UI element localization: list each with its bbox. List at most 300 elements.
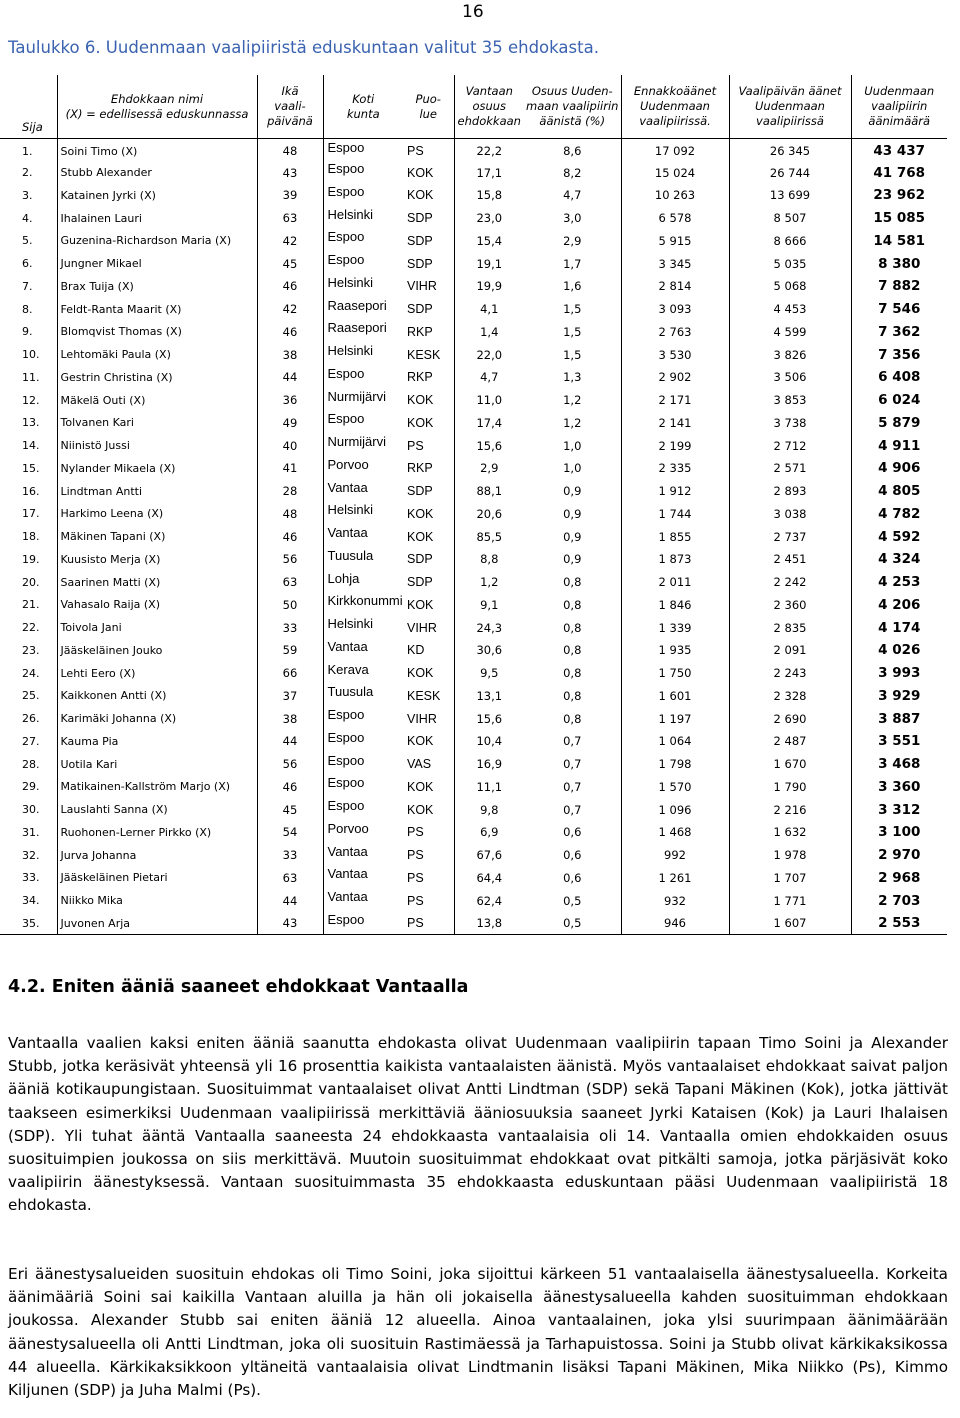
- cell-day-votes: 8 507: [729, 207, 851, 230]
- cell-town: Espoo: [327, 229, 365, 245]
- cell-town: Espoo: [323, 908, 403, 931]
- cell-name: Kaikkonen Antti (X): [57, 685, 257, 708]
- cell-pct: 1,3: [524, 366, 621, 389]
- cell-age: 44: [257, 366, 323, 389]
- cell-party: KOK: [403, 389, 454, 412]
- cell-town: Nurmijärvi: [327, 388, 386, 404]
- cell-day-votes: 3 038: [729, 503, 851, 526]
- cell-party: KOK: [403, 662, 454, 685]
- table-row: [0, 434, 947, 457]
- cell-advance-votes: 3 530: [621, 343, 729, 366]
- table-row: [0, 230, 947, 253]
- cell-name: Lehti Eero (X): [57, 662, 257, 685]
- cell-party: KOK: [403, 184, 454, 207]
- cell-party: SDP: [403, 298, 454, 321]
- cell-total-votes: 4 324: [878, 551, 921, 568]
- cell-party: PS: [403, 844, 454, 867]
- cell-vantaa-share: 22,2: [476, 144, 503, 159]
- cell-rank: 22.: [0, 616, 57, 639]
- cell-total-votes: 4 805: [878, 483, 921, 500]
- cell-age: 63: [257, 207, 323, 230]
- cell-day-votes: 2 360: [729, 594, 851, 617]
- cell-age: 33: [257, 616, 323, 639]
- cell-town: Vantaa: [327, 479, 368, 495]
- cell-rank: 14.: [0, 434, 57, 457]
- cell-advance-votes: 1 261: [621, 867, 729, 890]
- cell-town: Helsinki: [327, 343, 374, 359]
- cell-party: KOK: [403, 525, 454, 548]
- cell-name: Mäkinen Tapani (X): [57, 525, 257, 548]
- cell-rank: 5.: [0, 230, 57, 253]
- cell-vantaa-share: 17,4: [476, 415, 503, 430]
- cell-party: PS: [403, 867, 454, 890]
- cell-pct: 0,7: [524, 776, 621, 799]
- cell-pct: 0,8: [524, 639, 621, 662]
- cell-town: Tuusula: [327, 547, 374, 563]
- table-row: [0, 798, 947, 821]
- cell-day-votes: 3 826: [729, 343, 851, 366]
- table-row: [0, 161, 947, 184]
- cell-town: Espoo: [327, 775, 365, 791]
- table-row: [0, 321, 947, 344]
- cell-rank: 23.: [0, 639, 57, 662]
- cell-vantaa-share: 22,0: [476, 347, 503, 362]
- cell-party: PS: [403, 139, 454, 162]
- cell-age: 56: [257, 753, 323, 776]
- header-pct-label: Osuus Uuden- maan vaalipiirin äänistä (%): [526, 84, 619, 128]
- cell-name: Jääskeläinen Jouko: [57, 639, 257, 662]
- cell-name: Toivola Jani: [57, 616, 257, 639]
- cell-pct: 0,6: [524, 867, 621, 890]
- header-pct: [524, 75, 621, 139]
- cell-advance-votes: 1 468: [621, 821, 729, 844]
- cell-pct: 1,2: [524, 412, 621, 435]
- cell-town: Helsinki: [327, 206, 374, 222]
- cell-rank: 3.: [0, 184, 57, 207]
- cell-total-votes: 7 546: [878, 301, 921, 318]
- cell-town: Porvoo: [327, 820, 369, 836]
- cell-rank: 12.: [0, 389, 57, 412]
- cell-pct: 0,8: [524, 707, 621, 730]
- cell-party: SDP: [403, 207, 454, 230]
- header-town: [323, 75, 403, 139]
- cell-pct: 1,0: [524, 434, 621, 457]
- header-advance-label: Ennakkoäänet Uudenmaan vaalipiirissä.: [633, 84, 717, 128]
- cell-advance-votes: 6 578: [621, 207, 729, 230]
- cell-total-votes: 43 437: [873, 143, 926, 160]
- cell-total-votes: 41 768: [873, 164, 926, 181]
- header-total-label: Uudenmaan vaalipiirin äänimäärä: [864, 84, 935, 128]
- cell-rank: 13.: [0, 412, 57, 435]
- cell-rank: 16.: [0, 480, 57, 503]
- cell-day-votes: 4 453: [729, 298, 851, 321]
- cell-name: Mäkelä Outi (X): [57, 389, 257, 412]
- cell-pct: 0,8: [524, 662, 621, 685]
- cell-advance-votes: 2 902: [621, 366, 729, 389]
- cell-vantaa-share: 64,4: [476, 870, 503, 885]
- cell-advance-votes: 2 171: [621, 389, 729, 412]
- cell-rank: 10.: [0, 343, 57, 366]
- cell-name: Kauma Pia: [57, 730, 257, 753]
- cell-age: 49: [257, 412, 323, 435]
- cell-rank: 31.: [0, 821, 57, 844]
- cell-name: Tolvanen Kari: [57, 412, 257, 435]
- cell-name: Brax Tuija (X): [57, 275, 257, 298]
- cell-pct: 0,7: [524, 753, 621, 776]
- cell-party: VIHR: [403, 707, 454, 730]
- cell-advance-votes: 2 814: [621, 275, 729, 298]
- cell-total-votes: 14 581: [873, 232, 926, 249]
- cell-rank: 17.: [0, 503, 57, 526]
- cell-party: VAS: [403, 753, 454, 776]
- cell-pct: 1,0: [524, 457, 621, 480]
- cell-total-votes: 5 879: [878, 414, 921, 431]
- cell-day-votes: 2 451: [729, 548, 851, 571]
- cell-advance-votes: 15 024: [621, 161, 729, 184]
- cell-rank: 24.: [0, 662, 57, 685]
- cell-vantaa-share: 9,5: [480, 666, 499, 681]
- cell-age: 63: [257, 867, 323, 890]
- cell-vantaa-share: 85,5: [476, 529, 503, 544]
- cell-name: Uotila Kari: [57, 753, 257, 776]
- cell-vantaa-share: 13,8: [454, 912, 524, 935]
- cell-advance-votes: 1 798: [621, 753, 729, 776]
- body-paragraph-2: Eri äänestysalueiden suosituin ehdokas oli Timo Soini, joka sijoittui kärkeen 51 vantaalaisella äänestysalueella. Korkeita äänimääriä Soini sai kaikilla Vantaan aluilla ja hän oli jokaisella äänestysalueella kahden suosituimman ehdokkaan joukossa. Alexander Stubb sai eniten ääniä 12 alueella. Ainoa vantaalainen, joka ylsi suurimpaan äänimäärään äänestysalueella oli Antti Lindtman, joka oli suosituin Rastimäessä ja Tarhapuistossa. Soini ja Stubb olivat kärkikaksikossa 44 alueella. Kärkikaksikkoon yltäneitä vantaalaisia olivat Lindtmanin lisäksi Tapani Mäkinen, Mika Niikko (Ps), Kimmo Kiljunen (SDP) ja Juha Malmi (Ps).: [8, 1265, 948, 1400]
- cell-town: Espoo: [327, 161, 365, 177]
- cell-age: 33: [257, 844, 323, 867]
- cell-day-votes: 2 712: [729, 434, 851, 457]
- cell-advance-votes: 2 199: [621, 434, 729, 457]
- table-row: [0, 548, 947, 571]
- header-day: [729, 75, 851, 139]
- cell-total-votes: 4 174: [878, 619, 921, 636]
- cell-total-votes: 3 887: [878, 710, 921, 727]
- cell-rank: 32.: [0, 844, 57, 867]
- cell-rank: 29.: [0, 776, 57, 799]
- section-heading: 4.2. Eniten ääniä saaneet ehdokkaat Vantaalla: [8, 977, 469, 997]
- cell-vantaa-share: 13,1: [476, 688, 503, 703]
- cell-day-votes: 2 571: [729, 457, 851, 480]
- cell-day-votes: 1 632: [729, 821, 851, 844]
- cell-rank: 28.: [0, 753, 57, 776]
- cell-vantaa-share: 11,0: [476, 393, 503, 408]
- cell-vantaa-share: 9,8: [480, 802, 499, 817]
- cell-vantaa-share: 15,8: [476, 188, 503, 203]
- table-row: [0, 343, 947, 366]
- cell-total-votes: 2 968: [878, 869, 921, 886]
- cell-pct: 0,7: [524, 798, 621, 821]
- cell-advance-votes: 932: [621, 889, 729, 912]
- cell-pct: 0,9: [524, 480, 621, 503]
- cell-pct: 0,7: [524, 730, 621, 753]
- cell-vantaa-share: 88,1: [476, 484, 503, 499]
- cell-day-votes: 13 699: [729, 184, 851, 207]
- cell-name: Vahasalo Raija (X): [57, 594, 257, 617]
- cell-pct: 0,6: [524, 844, 621, 867]
- cell-name: Jurva Johanna: [57, 844, 257, 867]
- cell-day-votes: 2 091: [729, 639, 851, 662]
- cell-vantaa-share: 1,4: [480, 324, 499, 339]
- cell-town: Helsinki: [327, 616, 374, 632]
- cell-party: KOK: [403, 161, 454, 184]
- cell-advance-votes: 2 335: [621, 457, 729, 480]
- table-caption: Taulukko 6. Uudenmaan vaalipiiristä eduskuntaan valitut 35 ehdokasta.: [8, 38, 599, 57]
- cell-rank: 7.: [0, 275, 57, 298]
- cell-party: KOK: [403, 776, 454, 799]
- cell-day-votes: 3 506: [729, 366, 851, 389]
- header-vantaa-share-label: Vantaan osuus ehdokkaan: [457, 84, 521, 128]
- cell-name: Feldt-Ranta Maarit (X): [57, 298, 257, 321]
- cell-vantaa-share: 11,1: [476, 779, 503, 794]
- cell-day-votes: 1 771: [729, 889, 851, 912]
- cell-town: Espoo: [327, 798, 365, 814]
- cell-total-votes: 3 468: [878, 756, 921, 773]
- table-row: [0, 571, 947, 594]
- cell-rank: 34.: [0, 889, 57, 912]
- cell-total-votes: 3 360: [878, 778, 921, 795]
- cell-advance-votes: 946: [621, 912, 729, 935]
- cell-age: 46: [257, 275, 323, 298]
- cell-pct: 4,7: [524, 184, 621, 207]
- cell-rank: 25.: [0, 685, 57, 708]
- cell-total-votes: 8 380: [878, 255, 921, 272]
- cell-pct: 3,0: [524, 207, 621, 230]
- cell-rank: 15.: [0, 457, 57, 480]
- cell-vantaa-share: 16,9: [476, 757, 503, 772]
- cell-pct: 0,5: [524, 912, 621, 935]
- cell-total-votes: 2 703: [878, 892, 921, 909]
- cell-advance-votes: 3 093: [621, 298, 729, 321]
- cell-name: Ihalainen Lauri: [57, 207, 257, 230]
- cell-day-votes: 26 345: [729, 139, 851, 162]
- cell-age: 50: [257, 594, 323, 617]
- table-row: [0, 275, 947, 298]
- cell-vantaa-share: 8,8: [480, 552, 499, 567]
- cell-town: Espoo: [327, 183, 365, 199]
- cell-advance-votes: 1 846: [621, 594, 729, 617]
- cell-age: 48: [257, 503, 323, 526]
- cell-name: Lauslahti Sanna (X): [57, 798, 257, 821]
- table-row: [0, 707, 947, 730]
- cell-age: 46: [257, 776, 323, 799]
- cell-day-votes: 2 242: [729, 571, 851, 594]
- cell-town: Nurmijärvi: [327, 434, 386, 450]
- cell-vantaa-share: 9,1: [480, 597, 499, 612]
- cell-age: 40: [257, 434, 323, 457]
- table-header-row: [0, 75, 947, 139]
- cell-day-votes: 3 853: [729, 389, 851, 412]
- cell-pct: 0,8: [524, 616, 621, 639]
- table-row: [0, 252, 947, 275]
- table-row: [0, 753, 947, 776]
- cell-day-votes: 1 670: [729, 753, 851, 776]
- cell-advance-votes: 1 750: [621, 662, 729, 685]
- header-rank: [0, 75, 57, 139]
- cell-vantaa-share: 15,4: [476, 233, 503, 248]
- table-row: [0, 412, 947, 435]
- cell-name: Guzenina-Richardson Maria (X): [57, 230, 257, 253]
- cell-town: Vantaa: [327, 638, 368, 654]
- header-town-label: Koti kunta: [346, 91, 380, 121]
- cell-name: Juvonen Arja: [57, 912, 257, 935]
- cell-day-votes: 2 835: [729, 616, 851, 639]
- table-row: [0, 139, 947, 162]
- cell-pct: 8,6: [524, 139, 621, 162]
- body-paragraph-1: Vantaalla vaalien kaksi eniten ääniä saanutta ehdokasta olivat Uudenmaan vaalipiirin tapaan Timo Soini ja Alexander Stubb, jotka keräsivät yhteensä yli 16 prosenttia kaikista vantaalaisten äänistä. Myös vantaalaiset ehdokkaat saivat paljon ääniä kotikaupungistaan. Suosituimmat vantaalaiset olivat Antti Lindtman (SDP) sekä Tapani Mäkinen (Kok), jotka jättivät taakseen esimerkiksi Uudenmaan vaalipiirissä merkittäviä ääniosuuksia saaneet Jyrki Kataisen (Kok) ja Lauri Ihalaisen (SDP). Yli tuhat ääntä Vantaalla saaneesta 24 ehdokkaasta vantaalaisia oli 14. Vantaalla omien ehdokkaiden osuus suosituimpien joukossa on siis merkittävä. Muutoin suosituimmat ehdokkaat ovat pitkälti samoja, jotka pärjäsivät koko vaalipiirin äänestyksessä. Vantaan suosituimmasta 35 ehdokkaasta eduskuntaan pääsi Uudenmaan vaalipiiristä 18 ehdokasta.: [8, 1034, 948, 1215]
- cell-party: VIHR: [403, 616, 454, 639]
- cell-name: Jungner Mikael: [57, 252, 257, 275]
- cell-town: Helsinki: [327, 502, 374, 518]
- cell-vantaa-share: 15,6: [476, 438, 503, 453]
- cell-day-votes: 8 666: [729, 230, 851, 253]
- cell-age: 46: [257, 525, 323, 548]
- cell-party: KD: [403, 639, 454, 662]
- cell-town: Espoo: [327, 252, 365, 268]
- table-row: [0, 821, 947, 844]
- cell-party: PS: [403, 821, 454, 844]
- cell-day-votes: 2 328: [729, 685, 851, 708]
- cell-advance-votes: 2 763: [621, 321, 729, 344]
- cell-name: Harkimo Leena (X): [57, 503, 257, 526]
- cell-total-votes: 4 782: [878, 505, 921, 522]
- cell-total-votes: 3 993: [878, 665, 921, 682]
- cell-party: KOK: [403, 412, 454, 435]
- cell-name: Stubb Alexander: [57, 161, 257, 184]
- cell-pct: 8,2: [524, 161, 621, 184]
- cell-party: SDP: [403, 571, 454, 594]
- cell-total-votes: 7 356: [878, 346, 921, 363]
- cell-age: 37: [257, 685, 323, 708]
- cell-rank: 11.: [0, 366, 57, 389]
- cell-rank: 30.: [0, 798, 57, 821]
- header-age-label: Ikä vaali- päivänä: [267, 84, 313, 128]
- cell-age: 44: [257, 889, 323, 912]
- table-row: [0, 298, 947, 321]
- cell-party: SDP: [403, 252, 454, 275]
- page-number: 16: [462, 2, 484, 22]
- cell-party: KESK: [403, 343, 454, 366]
- table-row: [0, 685, 947, 708]
- table-row: [0, 662, 947, 685]
- cell-rank: 2.: [0, 161, 57, 184]
- table-row: [0, 503, 947, 526]
- header-party: [403, 75, 454, 139]
- cell-vantaa-share: 10,4: [476, 734, 503, 749]
- cell-party: PS: [403, 434, 454, 457]
- cell-day-votes: 5 068: [729, 275, 851, 298]
- cell-pct: 0,8: [524, 594, 621, 617]
- cell-total-votes: 4 592: [878, 528, 921, 545]
- cell-advance-votes: 2 141: [621, 412, 729, 435]
- cell-total-votes: 4 906: [878, 460, 921, 477]
- cell-party: VIHR: [403, 275, 454, 298]
- cell-rank: 4.: [0, 207, 57, 230]
- cell-vantaa-share: 23,0: [476, 211, 503, 226]
- table-row: [0, 366, 947, 389]
- cell-vantaa-share: 19,1: [476, 256, 503, 271]
- cell-town: Raasepori: [327, 320, 387, 336]
- cell-total-votes: 3 929: [878, 687, 921, 704]
- table-row: [0, 730, 947, 753]
- cell-day-votes: 3 738: [729, 412, 851, 435]
- cell-advance-votes: 1 601: [621, 685, 729, 708]
- cell-advance-votes: 1 873: [621, 548, 729, 571]
- cell-party: RKP: [403, 366, 454, 389]
- cell-age: 56: [257, 548, 323, 571]
- cell-day-votes: 1 790: [729, 776, 851, 799]
- cell-age: 43: [257, 161, 323, 184]
- cell-total-votes: 3 100: [878, 824, 921, 841]
- table-row: [0, 616, 947, 639]
- cell-total-votes: 4 911: [878, 437, 921, 454]
- table-row: [0, 889, 947, 912]
- cell-pct: 0,9: [524, 548, 621, 571]
- cell-name: Gestrin Christina (X): [57, 366, 257, 389]
- cell-advance-votes: 1 064: [621, 730, 729, 753]
- cell-advance-votes: 3 345: [621, 252, 729, 275]
- cell-total-votes: 3 312: [878, 801, 921, 818]
- cell-day-votes: 2 243: [729, 662, 851, 685]
- cell-total-votes: 2 553: [851, 912, 947, 935]
- results-table: [0, 75, 947, 935]
- cell-rank: 18.: [0, 525, 57, 548]
- header-party-label: Puo- lue: [415, 91, 441, 121]
- header-advance: [621, 75, 729, 139]
- cell-total-votes: 6 408: [878, 369, 921, 386]
- cell-age: 54: [257, 821, 323, 844]
- cell-town: Kerava: [327, 661, 369, 677]
- cell-town: Vantaa: [327, 889, 368, 905]
- cell-name: Blomqvist Thomas (X): [57, 321, 257, 344]
- cell-advance-votes: 1 912: [621, 480, 729, 503]
- cell-vantaa-share: 17,1: [476, 165, 503, 180]
- cell-town: Espoo: [327, 139, 365, 155]
- cell-town: Espoo: [327, 365, 365, 381]
- cell-total-votes: 23 962: [873, 187, 926, 204]
- table-row: [0, 639, 947, 662]
- cell-age: 59: [257, 639, 323, 662]
- cell-rank: 20.: [0, 571, 57, 594]
- cell-party: SDP: [403, 230, 454, 253]
- table-row: [0, 594, 947, 617]
- cell-day-votes: 2 216: [729, 798, 851, 821]
- table-row: [0, 525, 947, 548]
- cell-party: KOK: [403, 503, 454, 526]
- cell-party: KOK: [403, 594, 454, 617]
- cell-party: KOK: [403, 798, 454, 821]
- cell-advance-votes: 1 197: [621, 707, 729, 730]
- cell-rank: 19.: [0, 548, 57, 571]
- cell-pct: 1,5: [524, 298, 621, 321]
- cell-age: 45: [257, 252, 323, 275]
- cell-name: Niikko Mika: [57, 889, 257, 912]
- cell-vantaa-share: 20,6: [476, 506, 503, 521]
- cell-pct: 1,6: [524, 275, 621, 298]
- cell-advance-votes: 1 855: [621, 525, 729, 548]
- cell-advance-votes: 992: [621, 844, 729, 867]
- cell-town: Lohja: [327, 570, 360, 586]
- table-row: [0, 844, 947, 867]
- cell-advance-votes: 1 570: [621, 776, 729, 799]
- cell-day-votes: 26 744: [729, 161, 851, 184]
- cell-name: Nylander Mikaela (X): [57, 457, 257, 480]
- cell-total-votes: 7 362: [878, 323, 921, 340]
- cell-rank: 35.: [0, 912, 57, 935]
- cell-town: Espoo: [327, 411, 365, 427]
- cell-advance-votes: 1 744: [621, 503, 729, 526]
- cell-age: 42: [257, 230, 323, 253]
- header-day-label: Vaalipäivän äänet Uudenmaan vaalipiirissä: [738, 84, 842, 128]
